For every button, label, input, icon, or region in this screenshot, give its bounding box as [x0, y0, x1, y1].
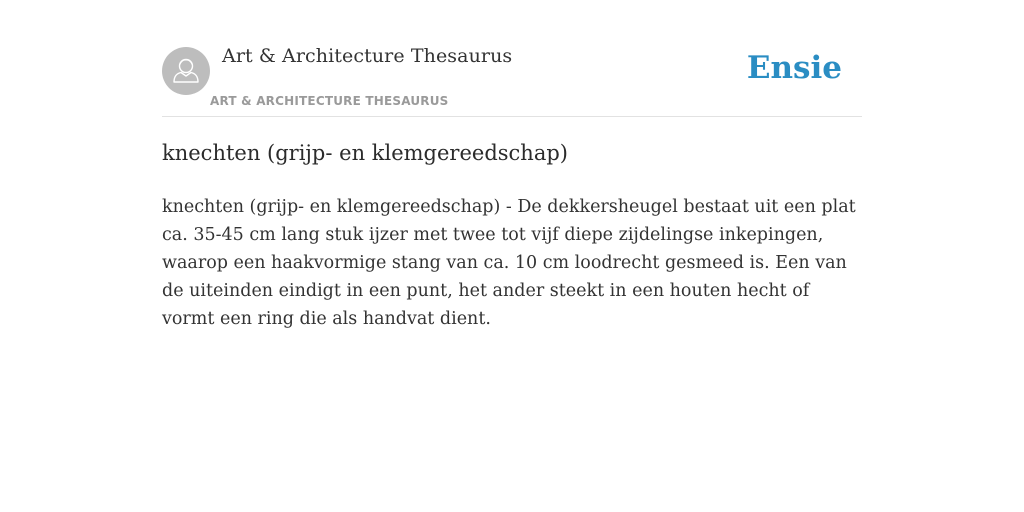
- source-subtitle[interactable]: ART & ARCHITECTURE THESAURUS: [210, 94, 449, 108]
- source-header: [162, 0, 862, 117]
- user-avatar-icon[interactable]: [162, 47, 210, 95]
- source-title[interactable]: Art & Architecture Thesaurus: [222, 45, 513, 67]
- ensie-logo[interactable]: Ensie: [746, 50, 842, 86]
- person-outline-icon: [162, 47, 210, 95]
- definition-text: knechten (grijp- en klemgereedschap) - De dekkersheugel bestaat uit een plat ca. 35-45 cm lang stuk ijzer met twee tot vijf diepe zijdelingse inkepingen, waarop een haakvormige stang van ca. 10 cm loodrecht gesmeed is. Een van de uiteinden eindigt in een punt, het ander steekt in een houten hecht of vormt een ring die als handvat dient.: [162, 197, 856, 329]
- term-heading: knechten (grijp- en klemgereedschap): [162, 141, 568, 165]
